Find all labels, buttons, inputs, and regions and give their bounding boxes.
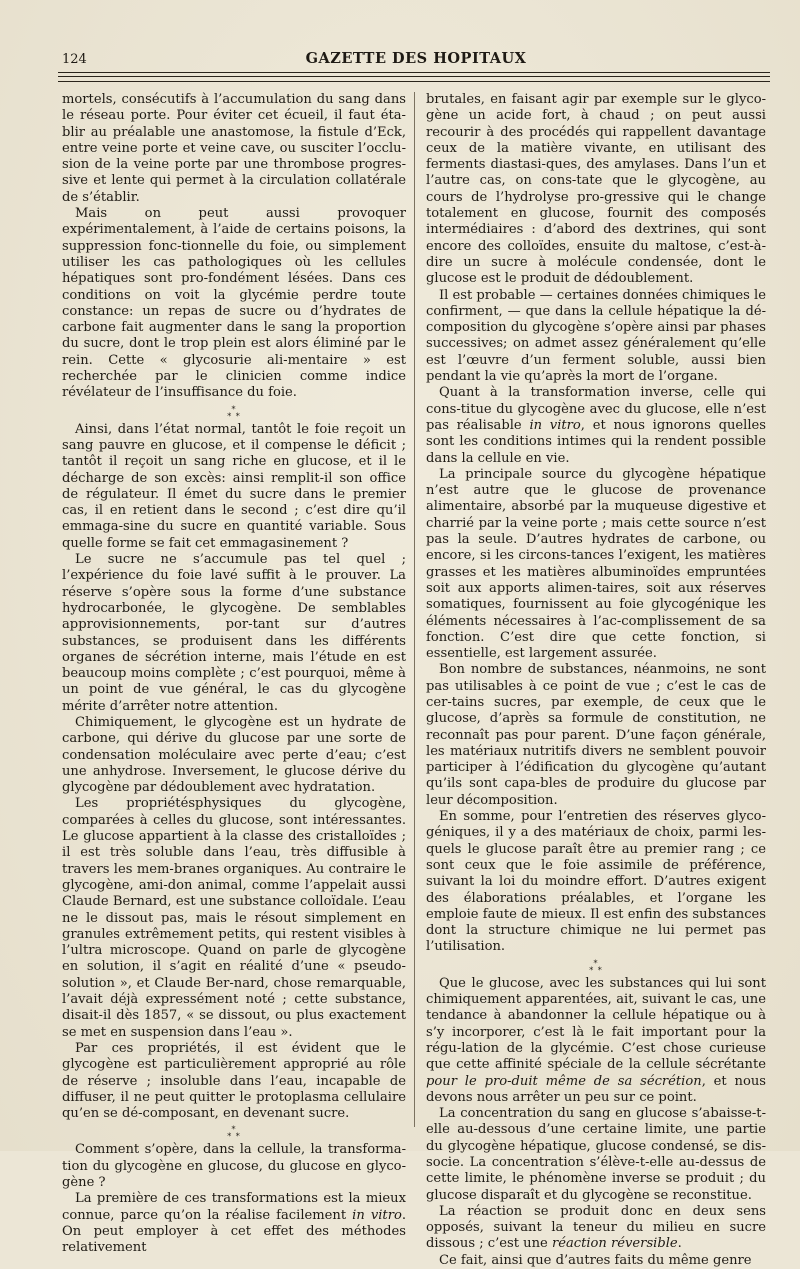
section-separator (62, 406, 406, 420)
paragraph: Que le glucose, avec les substances qui lui sont chimiquement apparentées, ait, suivant le cas, une tendance à abandonner la cellule hépatique ou à s’y incorporer, c’est là le fait important pour la régu-lation de la glycémie. C’est chose curieuse que cette affinité spéciale de la cellule sécrétante pour le pro-duit même de sa sécrétion, et nous devons nous arrêter un peu sur ce point. (426, 975, 767, 1105)
page-number: 124 (62, 52, 87, 67)
paragraph: mortels, consécutifs à l’accumulation du sang dans le réseau porte. Pour éviter cet écueil, il faut éta-blir au préalable une anastomose, la fistule d’Eck, entre veine porte et veine cave, ou susciter l’occlu-sion de la veine porte par une thrombose progres-sive et lente qui permet à la circulation collatérale de s’établir. (62, 92, 406, 205)
paragraph: Comment s’opère, dans la cellule, la transforma-tion du glycogène en glucose, du glucose en glyco-gène ? (62, 1142, 406, 1190)
right-column (426, 92, 766, 1269)
separator-bottom: * * (589, 965, 603, 975)
header-rule-thin (58, 81, 770, 82)
page-header (62, 50, 770, 74)
column-divider (414, 92, 415, 1127)
paragraph: Par ces propriétés, il est évident que le glycogène est particulièrement approprié au rôle de réserve ; insoluble dans l’eau, incapable de diffuser, il ne peut quitter le protoplasma cellulaire qu’en se dé-composant, en devenant sucre. (62, 1040, 406, 1122)
paragraph: Chimiquement, le glycogène est un hydrate de carbone, qui dérive du glucose par une sorte de condensation moléculaire avec perte d’eau; c’est une anhydrose. Inversement, le glucose dérive du glycogène par dédoublement avec hydratation. (62, 714, 406, 796)
paragraph: Le sucre ne s’accumule pas tel quel ; l’expérience du foie lavé suffit à le prouver. La réserve s’opère sous la forme d’une substance hydrocarbonée, le glycogène. De semblables approvisionnements, por-tant sur d’autres substances, se produisent dans les différents organes de sécrétion interne, mais l’étude en est beaucoup moins complète ; c’est pourquoi, même à un point de vue général, le cas du glycogène mérite d’arrêter notre attention. (62, 552, 406, 714)
paragraph: La première de ces transformations est la mieux connue, parce qu’on la réalise facilement in vitro. On peut employer à cet effet des méthodes relativement (62, 1191, 407, 1256)
header-rule-thick (58, 76, 770, 77)
separator-top: * (231, 404, 237, 414)
paragraph: La concentration du sang en glucose s’abaisse-t-elle au-dessous d’une certaine limite, une partie du glycogène hépatique, glucose condensé, se dis-socie. La concentration s’élève-t-elle au-dessus de cette limite, le phénomène inverse se produit ; du glucose disparaît et du glycogène se reconstitue. (426, 1106, 766, 1203)
header-rule (58, 72, 770, 73)
separator-top: * (231, 1125, 237, 1135)
running-title: GAZETTE DES HOPITAUX (305, 50, 527, 67)
paragraph: Ainsi, dans l’état normal, tantôt le foie reçoit un sang pauvre en glucose, et il compense le déficit ; tantôt il reçoit un sang riche en glucose, et il le décharge de son excès: ainsi remplit-il son office de régulateur. Il émet du sucre dans le premier cas, il en retient dans le second ; c’est dire qu’il emmaga-sine du sucre en quantité variable. Sous quelle forme se fait cet emmagasinement ? (62, 421, 406, 551)
section-separator (426, 960, 766, 974)
separator-top: * (593, 958, 599, 968)
paragraph: Il est probable — certaines données chimiques le confirment, — que dans la cellule hépatique la dé-composition du glycogène s’opère ainsi par phases successives; on admet assez généralement qu’elle est l’œuvre d’un ferment soluble, aussi bien pendant la vie qu’après la mort de l’organe. (426, 287, 766, 385)
paragraph: Bon nombre de substances, néanmoins, ne sont pas utilisables à ce point de vue ; c’est le cas de cer-tains sucres, par exemple, de ceux que le glucose, d’après sa formule de constitution, ne reconnaît pas pour parent. D’une façon générale, les matériaux nutritifs divers ne semblent pouvoir participer à l’édification du glycogène qu’autant qu’ils sont capa-bles de produire du glucose par leur décomposition. (426, 662, 766, 808)
paragraph: Mais on peut aussi provoquer expérimentalement, à l’aide de certains poisons, la suppression fonc-tionnelle du foie, ou simplement utiliser les cas pathologiques où les cellules hépatiques sont pro-fondément lésées. Dans ces conditions on voit la glycémie perdre toute constance: un repas de sucre ou d’hydrates de carbone fait augmenter dans le sang la proportion du sucre, dont le trop plein est alors éliminé par le rein. Cette « glycosurie ali-mentaire » est recherchée par le clinicien comme indice révélateur de l’insuffisance du foie. (62, 206, 406, 401)
section-separator (62, 1126, 406, 1140)
paragraph: Les propriétésphysiques du glycogène, comparées à celles du glucose, sont intéressantes. Le glucose appartient à la classe des cristalloïdes ; il est très soluble dans l’eau, très diffusible à travers les mem-branes organiques. Au contraire le glycogène, ami-don animal, comme l’appelait aussi Claude Bernard, est une substance colloïdale. L’eau ne le dissout pas, mais le résout simplement en granules extrêmement petits, qui restent visibles à l’ultra microscope. Quand on parle de glycogène en solution, il s’agit en réalité d’une « pseudo-solution », et Claude Ber-nard, chose remarquable, l’avait déjà expressément noté ; cette substance, disait-il dès 1857, « se dissout, ou plus exactement se met en suspension dans l’eau ». (62, 796, 406, 1040)
paragraph: Quant à la transformation inverse, celle qui cons-titue du glycogène avec du glucose, elle n’est pas réalisable in vitro, et nous ignorons quelles sont les conditions intimes qui la rendent possible dans la cellule en vie. (426, 385, 766, 466)
paragraph: La réaction se produit donc en deux sens opposés, suivant la teneur du milieu en sucre dissous ; c’est une réaction réversible. (426, 1203, 766, 1252)
separator-bottom: * * (227, 411, 241, 421)
paragraph: brutales, en faisant agir par exemple sur le glyco-gène un acide fort, à chaud ; on peut aussi recourir à des procédés qui rappellent davantage ceux de la matière vivante, en utilisant des ferments diastasi-ques, des amylases. Dans l’un et l’autre cas, on cons-tate que le glycogène, au cours de l’hydrolyse pro-gressive qui le change totalement en glucose, fournit des composés intermédiaires : d’abord des dextrines, qui sont encore des colloïdes, ensuite du maltose, c’est-à-dire un sucre à molécule condensée, dont le glucose est le produit de dédoublement. (426, 92, 766, 287)
paragraph: En somme, pour l’entretien des réserves glyco-géniques, il y a des matériaux de choix, parmi les-quels le glucose paraît être au premier rang ; ce sont ceux que le foie assimile de préférence, suivant la loi du moindre effort. D’autres exigent des élaborations préalables, et l’organe les emploie faute de mieux. Il est enfin des substances dont la structure chimique ne lui permet pas l’utilisation. (426, 809, 766, 955)
paragraph: La principale source du glycogène hépatique n’est autre que le glucose de provenance alimentaire, absorbé par la muqueuse digestive et charrié par la veine porte ; mais cette source n’est pas la seule. D’autres hydrates de carbone, ou encore, si les circons-tances l’exigent, les matières grasses et les matières albuminoïdes empruntées soit aux apports alimen-taires, soit aux réserves somatiques, fournissent au foie glycogénique les éléments nécessaires à l’ac-complissement de sa fonction. C’est dire que cette fonction, si essentielle, est largement assurée. (426, 466, 766, 662)
separator-bottom: * * (227, 1132, 241, 1142)
left-column (62, 92, 406, 1256)
paragraph: Ce fait, ainsi que d’autres faits du même genre (439, 1252, 752, 1268)
